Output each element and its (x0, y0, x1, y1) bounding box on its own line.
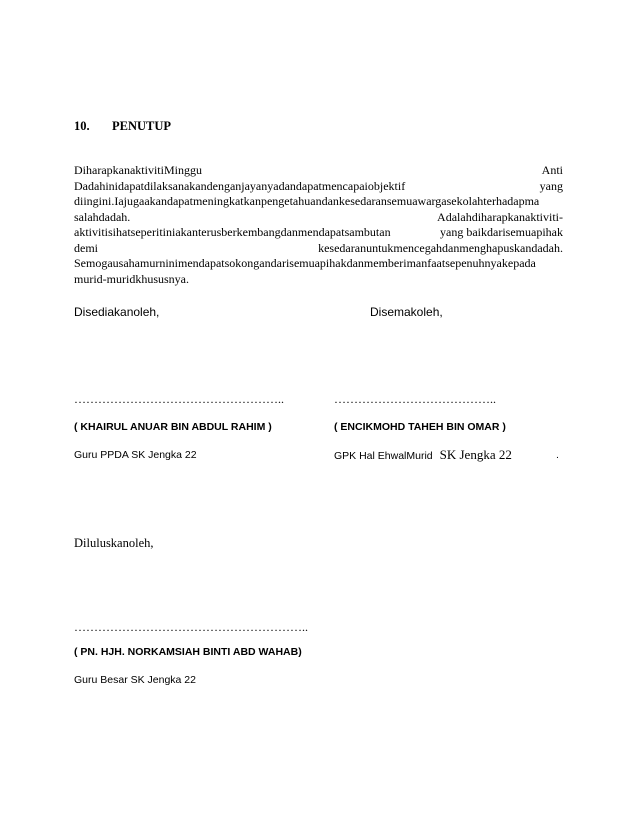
prepared-by-label: Disediakanoleh, (74, 305, 160, 319)
section-title: PENUTUP (112, 119, 172, 133)
paragraph-line: Dadahinidapatdilaksanakandenganjayanyadandapatmencapaiobjektif yang (74, 178, 563, 193)
approved-by-title: Guru Besar SK Jengka 22 (74, 674, 196, 686)
checked-by-title: GPK Hal EhwalMurid SK Jengka 22 (334, 447, 512, 462)
paragraph-line: Semogausahamurninimendapatsokongandarisemuapihakdanmemberimanfaatsepenuhnyakepada (74, 256, 536, 270)
approved-by-name: ( PN. HJH. NORKAMSIAH BINTI ABD WAHAB) (74, 646, 302, 658)
checked-title-period: . (556, 449, 559, 461)
paragraph-line: aktivitisihatseperitiniakanterusberkembangdanmendapatsambutan yang baikdarisemuapihak (74, 225, 563, 239)
paragraph-line: murid-muridkhususnya. (74, 271, 189, 286)
prepared-signature-line: …………………………………………….. (74, 392, 284, 406)
checked-signature-line: ………………………………….. (334, 392, 496, 406)
checked-by-label: Disemakoleh, (370, 305, 443, 319)
approved-by-label: Diluluskanoleh, (74, 536, 154, 550)
prepared-by-title: Guru PPDA SK Jengka 22 (74, 449, 197, 461)
closing-paragraph (74, 163, 563, 287)
paragraph-line: demi kesedaranuntukmencegahdanmenghapuskandadah. (74, 240, 563, 255)
paragraph-line: DiharapkanaktivitiMinggu Anti (74, 163, 563, 177)
paragraph-line: diingini.Iajugaakandapatmeningkatkanpengetahuandankesedaransemuawargasekolahterhadapma (74, 194, 540, 208)
checked-by-name: ( ENCIKMOHD TAHEH BIN OMAR ) (334, 421, 506, 433)
prepared-by-name: ( KHAIRUL ANUAR BIN ABDUL RAHIM ) (74, 421, 272, 433)
approved-signature-line: ………………………………………………….. (74, 620, 308, 634)
section-number: 10. (74, 119, 90, 133)
paragraph-line: salahdadah. Adalahdiharapkanaktiviti- (74, 209, 563, 224)
